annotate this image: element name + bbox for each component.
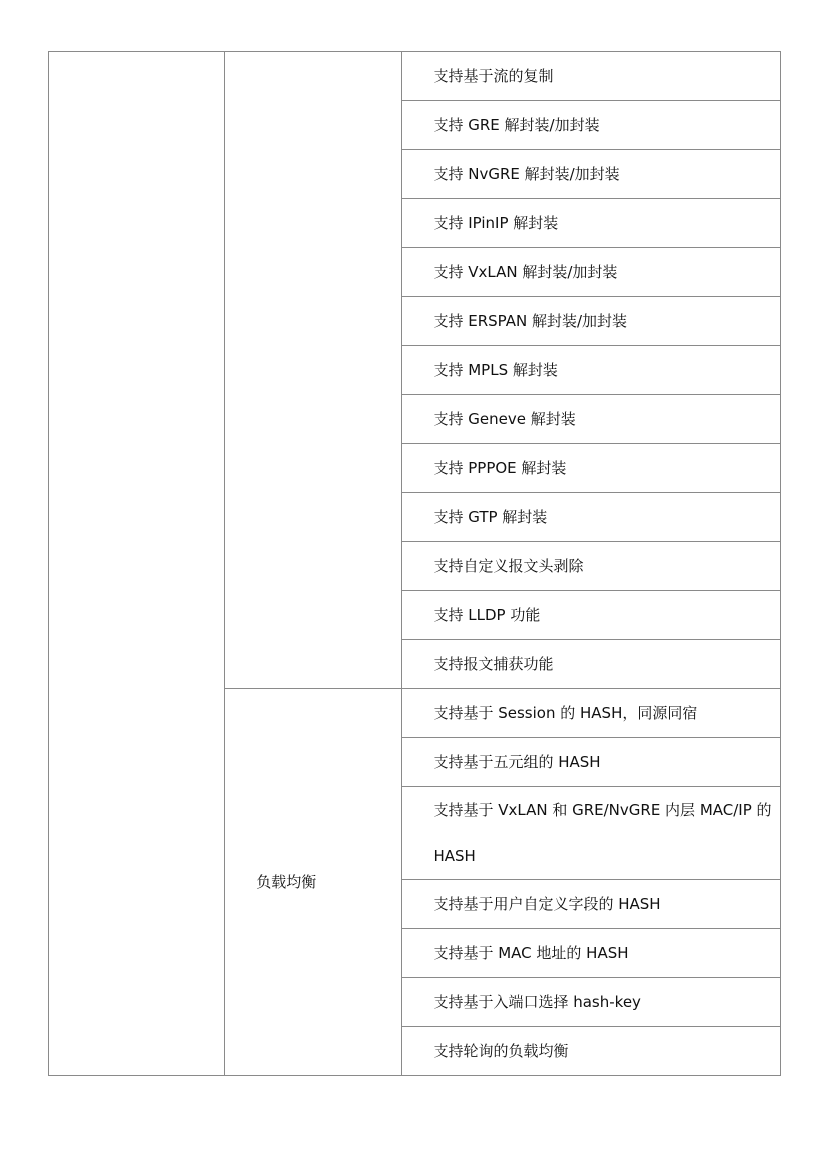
feature-cell: 支持 NvGRE 解封装/加封装	[402, 150, 781, 199]
section-cell	[49, 52, 225, 1076]
table-row	[49, 52, 781, 101]
feature-cell: 支持基于 Session 的 HASH，同源同宿	[402, 689, 781, 738]
spec-table	[48, 51, 781, 1076]
feature-cell: 支持基于用户自定义字段的 HASH	[402, 880, 781, 929]
category-cell	[225, 52, 402, 689]
feature-cell: 支持基于 VxLAN 和 GRE/NvGRE 内层 MAC/IP 的 HASH	[402, 787, 781, 880]
feature-cell: 支持 GTP 解封装	[402, 493, 781, 542]
feature-cell: 支持 MPLS 解封装	[402, 346, 781, 395]
feature-cell: 支持 ERSPAN 解封装/加封装	[402, 297, 781, 346]
feature-cell: 支持基于五元组的 HASH	[402, 738, 781, 787]
feature-cell: 支持 IPinIP 解封装	[402, 199, 781, 248]
feature-cell: 支持基于流的复制	[402, 52, 781, 101]
feature-cell: 支持基于 MAC 地址的 HASH	[402, 929, 781, 978]
feature-cell: 支持 LLDP 功能	[402, 591, 781, 640]
feature-cell: 支持 Geneve 解封装	[402, 395, 781, 444]
category-cell-load-balancing: 负载均衡	[225, 689, 402, 1076]
feature-cell: 支持 GRE 解封装/加封装	[402, 101, 781, 150]
feature-cell: 支持 PPPOE 解封装	[402, 444, 781, 493]
feature-cell: 支持自定义报文头剥除	[402, 542, 781, 591]
feature-cell: 支持报文捕获功能	[402, 640, 781, 689]
feature-cell: 支持轮询的负载均衡	[402, 1027, 781, 1076]
feature-cell: 支持基于入端口选择 hash-key	[402, 978, 781, 1027]
feature-cell: 支持 VxLAN 解封装/加封装	[402, 248, 781, 297]
